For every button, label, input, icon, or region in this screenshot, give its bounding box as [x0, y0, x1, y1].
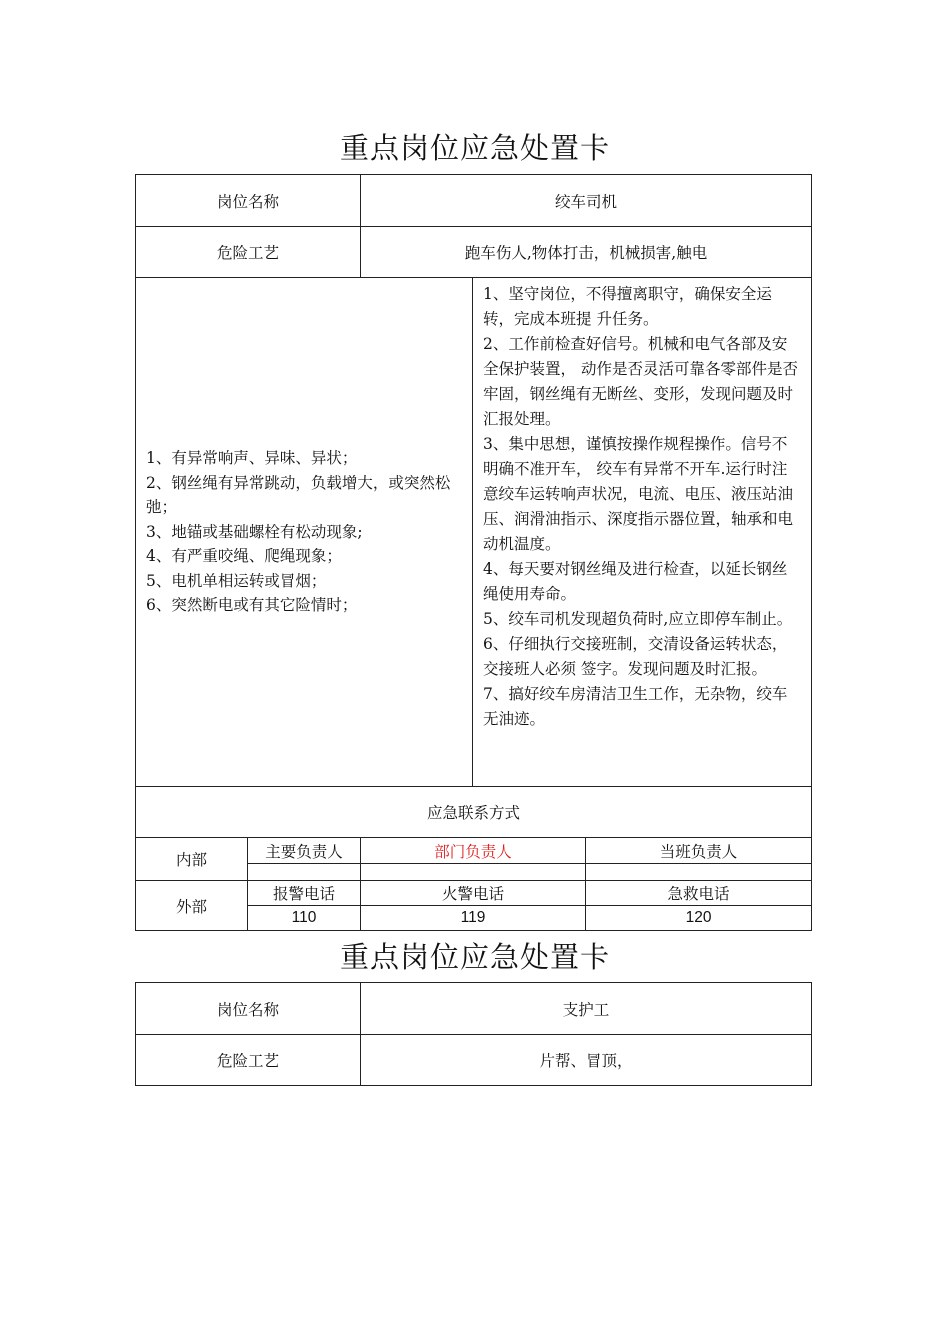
dept-leader-value [361, 864, 586, 881]
hazard-value: 片帮、冒顶， [361, 1035, 812, 1086]
condition-item: 2、钢丝绳有异常跳动，负载增大，或突然松弛； [146, 473, 451, 517]
measure-item: 4、每天要对钢丝绳及进行检查，以延长钢丝绳使用寿命。 [483, 560, 788, 603]
measure-item: 2、工作前检查好信号。机械和电气各部及安全保护装置， 动作是否灵活可靠各零部件是否牢固，钢丝绳有无断丝、变形，发现问题及时汇报处理。 [483, 335, 798, 428]
card2-table [135, 982, 812, 1086]
shift-leader-header: 当班负责人 [586, 838, 812, 864]
measure-item: 3、集中思想，谨慎按操作规程操作。信号不明确不准开车， 绞车有异常不开车.运行时注意绞车运转响声状况，电流、电压、液压站油压、润滑油指示、深度指示器位置，轴承和电动机温度。 [483, 435, 794, 553]
measure-item: 1、坚守岗位，不得擅离职守，确保安全运转，完成本班提 升任务。 [483, 285, 772, 328]
measure-item: 7、搞好绞车房清洁卫生工作，无杂物，绞车无油迹。 [483, 685, 788, 728]
post-row [136, 175, 812, 227]
condition-item: 6、突然断电或有其它险情时； [146, 596, 358, 615]
internal-label: 内部 [136, 838, 248, 881]
internal-header-row [136, 838, 812, 864]
ambulance-phone-header: 急救电话 [586, 881, 812, 906]
post-name-label: 岗位名称 [136, 983, 361, 1035]
condition-item: 5、电机单相运转或冒烟； [146, 571, 327, 590]
fire-phone-header: 火警电话 [361, 881, 586, 906]
main-leader-header: 主要负责人 [248, 838, 361, 864]
police-phone-value: 110 [248, 906, 361, 931]
ambulance-phone-value: 120 [586, 906, 812, 931]
hazard-row [136, 1035, 812, 1086]
response-measures-list [473, 278, 812, 787]
fire-phone-value: 119 [361, 906, 586, 931]
contact-header: 应急联系方式 [136, 787, 812, 838]
measure-item: 5、绞车司机发现超负荷时,应立即停车制止。 [483, 610, 793, 628]
post-name-value: 绞车司机 [361, 175, 812, 227]
hazard-label: 危险工艺 [136, 1035, 361, 1086]
external-label: 外部 [136, 881, 248, 931]
condition-item: 4、有严重咬绳、爬绳现象； [146, 547, 342, 566]
post-name-label: 岗位名称 [136, 175, 361, 227]
condition-item: 3、地锚或基础螺栓有松动现象; [146, 522, 363, 541]
hazard-label: 危险工艺 [136, 227, 361, 278]
post-name-value: 支护工 [361, 983, 812, 1035]
procedure-row [136, 278, 812, 787]
police-phone-header: 报警电话 [248, 881, 361, 906]
shift-leader-value [586, 864, 812, 881]
measure-item: 6、仔细执行交接班制，交清设备运转状态，交接班人必须 签字。发现问题及时汇报。 [483, 635, 788, 678]
contact-header-row [136, 787, 812, 838]
card1-title: 重点岗位应急处置卡 [339, 131, 610, 165]
post-row [136, 983, 812, 1035]
main-leader-value [248, 864, 361, 881]
condition-item: 1、有异常响声、异味、异状； [146, 449, 358, 468]
hazard-row [136, 227, 812, 278]
external-header-row [136, 881, 812, 906]
card1-table [135, 174, 812, 931]
card2-title: 重点岗位应急处置卡 [339, 940, 610, 974]
abnormal-conditions-list [136, 278, 473, 787]
dept-leader-header: 部门负责人 [361, 838, 586, 864]
hazard-value: 跑车伤人,物体打击，机械损害,触电 [361, 227, 812, 278]
